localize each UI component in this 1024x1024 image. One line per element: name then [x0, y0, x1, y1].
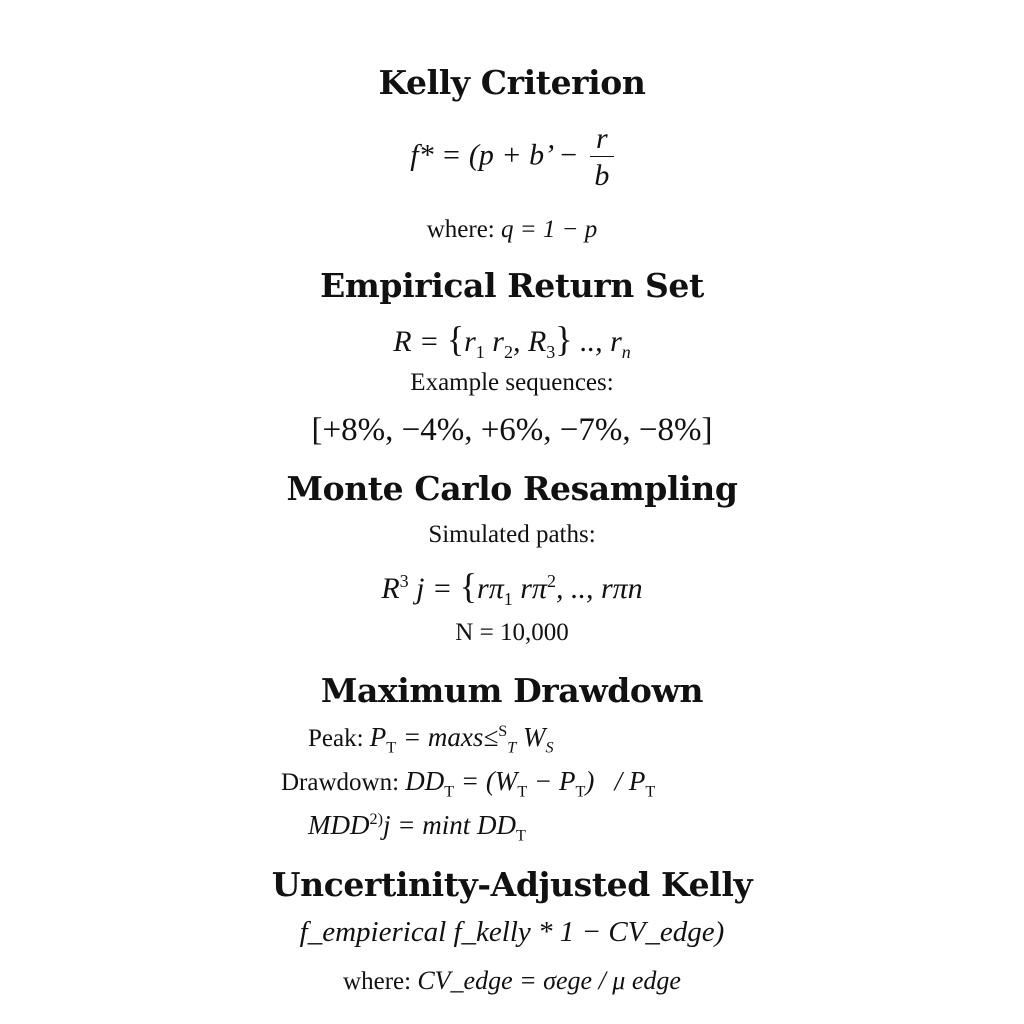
drawdown-expr: $DD_T = (W_T - P_T) / P_T$	[405, 766, 656, 801]
set-close-brace: }	[555, 319, 573, 359]
return-r3: , R	[512, 325, 547, 358]
mc-term2-sup: 2	[546, 571, 556, 591]
return-r3-sub: 3	[546, 342, 556, 362]
uncertainty-where	[0, 968, 1024, 994]
kelly-numerator: r	[590, 124, 614, 157]
simulated-paths-label: Simulated paths:	[428, 521, 596, 548]
mc-lhs-tail: j =	[408, 572, 460, 605]
drawdown-heading: Maximum Drawdown	[320, 671, 704, 710]
mc-term1-sub: 1	[503, 589, 513, 609]
empirical-heading: Empirical Return Set	[320, 266, 704, 305]
simulation-count: N = 10,000	[455, 619, 569, 646]
mc-term2: rπ	[512, 572, 547, 605]
kelly-fraction	[590, 124, 614, 191]
mc-tail: , .., rπn	[555, 572, 643, 605]
mdd-formula: $MDD^{2)}j = \min t$ $DD_T$	[308, 810, 526, 845]
example-values: [+8%, −4%, +6%, −7%, −8%]	[311, 412, 713, 448]
empirical-formula-tail: .., r	[572, 325, 622, 358]
return-r1-sub: 1	[475, 342, 485, 362]
return-r2-sub: 2	[503, 342, 513, 362]
kelly-where	[0, 217, 1024, 242]
kelly-where-label: where:	[426, 216, 495, 243]
mc-open-brace: {	[459, 566, 478, 606]
uncertainty-where-label: where:	[343, 968, 412, 995]
set-open-brace: {	[446, 319, 465, 359]
kelly-heading: Kelly Criterion	[378, 63, 646, 102]
uncertainty-formula: f_empierical f_kelly * 1 − CV_edge)	[299, 916, 725, 948]
monte-carlo-heading: Monte Carlo Resampling	[286, 469, 738, 508]
empirical-formula	[0, 319, 1024, 362]
drawdown-label: Drawdown:	[281, 769, 400, 796]
return-rn-sub: n	[621, 342, 631, 362]
kelly-where-expr: q = 1 − p	[501, 216, 598, 243]
example-label: Example sequences:	[410, 369, 614, 396]
kelly-denominator: b	[594, 159, 610, 192]
mc-lhs-sup: 3	[399, 571, 409, 591]
return-r2: r	[492, 325, 504, 358]
uncertainty-heading: Uncertinity-Adjusted Kelly	[271, 865, 753, 904]
kelly-formula-lhs: f* = (p + b’ −	[410, 138, 579, 172]
mc-lhs: R	[381, 572, 400, 605]
peak-label: Peak:	[308, 725, 364, 752]
return-r1: r	[464, 325, 476, 358]
peak-formula	[308, 722, 554, 757]
drawdown-formula	[281, 766, 656, 801]
mc-term1: rπ	[477, 572, 504, 605]
simulated-paths-formula	[0, 566, 1024, 609]
empirical-formula-lhs: R =	[393, 325, 447, 358]
peak-expr: $P_T = \max s\le^S_T$ $W_S$	[369, 722, 554, 757]
uncertainty-where-expr: CV_edge = σege / μ edge	[417, 966, 681, 995]
kelly-formula	[0, 124, 1024, 191]
